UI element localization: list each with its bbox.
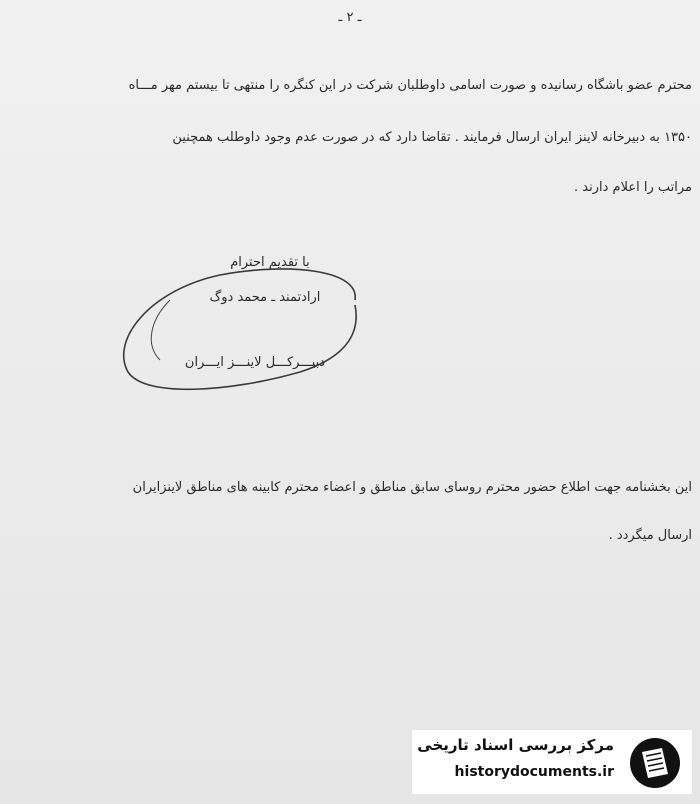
note-line: این بخشنامه جهت اطلاع حضور محترم روسای سابق مناطق و اعضاء محترم کابینه های مناطق لاینزایران — [132, 480, 692, 495]
closing-title: دبیـــرکـــل لاینـــز ایـــران — [184, 355, 326, 370]
body-line: محترم عضو باشگاه رسانیده و صورت اسامی داوطلبان شرکت در این کنگره را منتهی تا بیستم مهر مـــاه — [128, 78, 692, 93]
page-number: ـ ۲ ـ — [338, 10, 362, 25]
body-line: ۱۳۵۰ به دبیرخانه لاینز ایران ارسال فرمایند . تقاضا دارد که در صورت عدم وجود داوطلب همچنین — [172, 130, 692, 145]
closing-greeting: با تقدیم احترام — [230, 255, 310, 270]
body-line: مراتب را اعلام دارند . — [574, 180, 692, 195]
archive-url[interactable]: historydocuments.ir — [454, 764, 614, 780]
note-line: ارسال میگردد . — [608, 528, 692, 543]
archive-title: مرکز بررسی اسناد تاریخی — [417, 736, 614, 754]
document-archive-logo-icon — [628, 736, 682, 790]
archive-footer — [412, 730, 692, 794]
closing-name: ارادتمند ـ محمد دوگ — [209, 290, 321, 305]
